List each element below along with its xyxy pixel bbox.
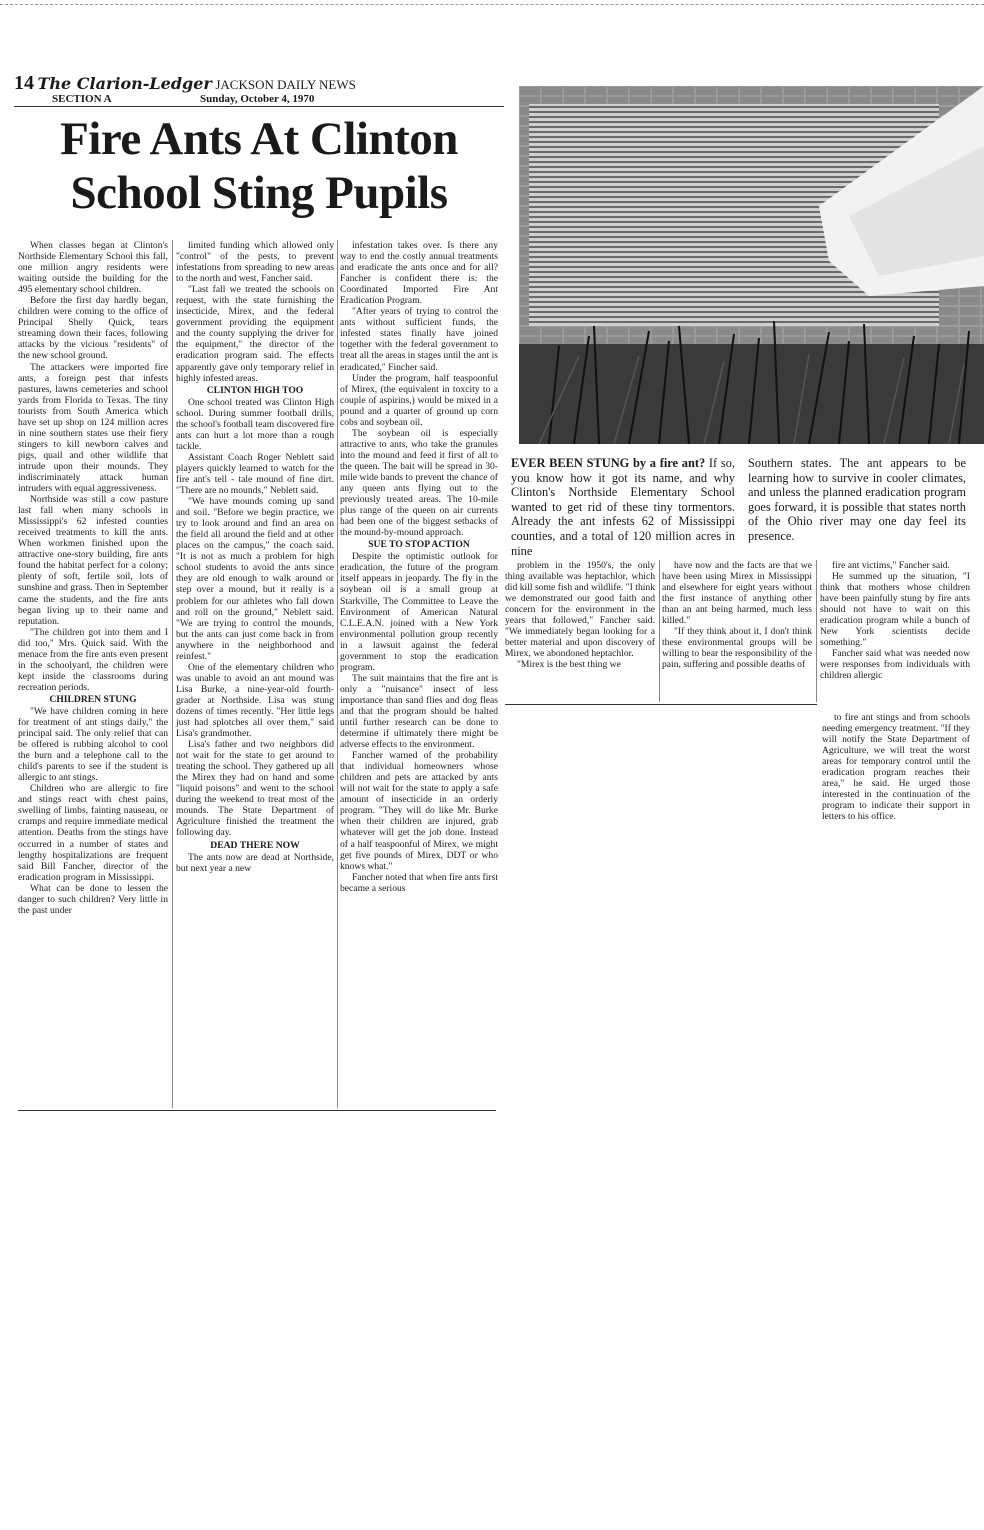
article-column-3	[340, 240, 498, 894]
page-top-edge	[0, 4, 984, 5]
caption-lead: EVER BEEN STUNG by a fire ant?	[511, 456, 706, 470]
paragraph: have now and the facts are that we have been using Mirex in Mississippi and elsewhere for eight years without the first instance of anything other than an ant being harmed, much less killed."	[662, 560, 812, 627]
headline-line-1: Fire Ants At Clinton	[60, 113, 458, 165]
subheading: SUE TO STOP ACTION	[368, 539, 470, 551]
paragraph: "Mirex is the best thing we	[517, 659, 621, 671]
daily-name: JACKSON DAILY NEWS	[215, 77, 356, 92]
article-column-4	[505, 560, 655, 670]
paragraph: limited funding which allowed only "control" of the pests, to prevent infestations from spreading to new areas to the north and west, Fancher said.	[176, 240, 334, 285]
paragraph: "After years of trying to control the ants without sufficient funds, the infested states finally have joined together with the federal government to treat all the areas in stages until the ant is eradicated," Fincher said.	[340, 306, 498, 373]
paragraph: fire ant victims," Fancher said.	[832, 560, 950, 571]
article-column-7	[822, 712, 970, 822]
paragraph: The soybean oil is especially attractive to ants, who take the granules into the mound and feed it first of all to the queen. The bait will be spread in 30-mile wide bands to prevent the chance of any queen ants flying out to the previously treated areas. The 10-mile plus range of the queen on air currents had been one of the biggest setbacks of the mound-by-mound approach.	[340, 427, 498, 539]
paragraph: Fancher noted that when fire ants first became a serious	[340, 871, 498, 894]
paragraph: He summed up the situation, "I think that mothers whose children have been painfully stung by fire ants should not have to wait on this eradication program while a bunch of New York scientists decide something."	[820, 571, 970, 649]
paragraph: "The children got into them and I did too," Mrs. Quick said. With the menace from the fire ants even present in the schoolyard, the children were kept inside the classrooms during recreation periods.	[18, 626, 168, 693]
masthead	[14, 72, 504, 105]
article-column-6	[820, 560, 970, 682]
paragraph: problem in the 1950's, the only thing available was heptachlor, which did kill some fish and wildlife. "I think we demonstrated our good faith and concern for the environment in the years that followed," Fancher said. "We immediately began looking for a better material and upon discovery of Mirex, we abondoned heptachlor.	[505, 560, 655, 660]
paragraph: One school treated was Clinton High school. During summer football drills, the school's football team discovered fire ants can hurt a lot more than a rough tackle.	[176, 396, 334, 452]
column-divider	[172, 240, 173, 1108]
column-divider	[337, 240, 338, 1108]
paragraph: "We have mounds coming up sand and soil. "Before we begin practice, we try to look around and find an area on the field all around the field and at other places on the campus," the coach said. "It is not as much a problem for high school students to avoid the ants since they are old enough to walk around or step over a mound, but it really is a problem for our athletes who fall down and roll on the ground," Neblett said. "We are trying to control the mounds, but the ants can just come back in from anywhere in the neighborhood and reinfest."	[176, 496, 334, 662]
paragraph: infestation takes over. Is there any way to end the costly annual treatments and eradicate the ants once and for all? Fancher is confident there is: the Coordinated Imported Fire Ant Eradication Program.	[340, 240, 498, 307]
paragraph: The suit maintains that the fire ant is only a "nuisance" insect of less importance than sand flies and dog fleas and that the program should be halted until further research can be done to determine if ultimately there might be adverse effects to the environment.	[340, 672, 498, 751]
photo-image	[519, 86, 984, 444]
paragraph: Lisa's father and two neighbors did not wait for the state to get around to treating the school. They gathered up all the Mirex they had on hand and some "liquid poisons" and went to the school during the weekend to treat most of the mounds. The State Department of Agriculture finished the treatment the following day.	[176, 739, 334, 839]
fire-ant-photo	[519, 86, 984, 444]
headline-line-2: School Sting Pupils	[70, 167, 448, 219]
photo-caption-left	[511, 456, 735, 558]
paragraph: Before the first day hardly began, children were coming to the office of Principal Shelly Quick, tears streaming down their faces, following attacks by the vicious "residents" of the new school ground.	[18, 295, 168, 362]
masthead-rule	[14, 106, 504, 107]
paragraph: Assistant Coach Roger Neblett said players quickly learned to watch for the fire ant's tell - tale mound of fine dirt. "There are no mounds," Neblett said.	[176, 451, 334, 497]
section-label: SECTION A	[52, 93, 112, 105]
paper-name: The Clarion-Ledger	[37, 74, 212, 93]
headline	[14, 112, 504, 220]
subheading: CLINTON HIGH TOO	[206, 384, 304, 396]
paragraph: "Last fall we treated the schools on request, with the state furnishing the insecticide, Mirex, and the federal government providing the equipment and the county supplying the driver for the equipment," the director of the eradication program said. The effects apparently gave only temporary relief in highly infested areas.	[176, 284, 334, 384]
jump-rule	[505, 704, 817, 705]
paragraph: What can be done to lessen the danger to such children? Very little in the past under	[18, 882, 168, 916]
subheading: DEAD THERE NOW	[210, 839, 300, 851]
caption-text: If so, you know how it got its name, and why Clinton's Northside Elementary School wanted to get rid of these tiny tormentors. Already the ant infests 62 of Mississippi counties, and a total of 120 million acres in nine	[511, 456, 735, 558]
paragraph: Despite the optimistic outlook for eradication, the future of the program itself appears in jeopardy. The fly in the soybean oil is a small group at Starkville, The Committee to Leave the Environment of American Natural C.L.E.A.N. joined with a New York environmental pollution group recently in a lawsuit against the federal government to stop the eradication program.	[340, 551, 498, 673]
article-column-2	[176, 240, 334, 874]
column-divider	[816, 560, 817, 702]
paragraph: to fire ant stings and from schools needing emergency treatment. "If they will notify the State Department of Agriculture, we will treat the worst areas for temporary control until the eradication program reaches their area," he said. He urged those interested in the continuation of the program to indicate their support in letters to his office.	[822, 712, 970, 823]
paragraph: Children who are allergic to fire and stings react with chest pains, swelling of limbs, fainting nauseau, or cramps and require immediate medical attention. Deaths from the stings have occurred in a number of states and lengthy hospitalizations are frequent said Bill Fancher, director of the eradication program in Mississippi.	[18, 783, 168, 883]
issue-date: Sunday, October 4, 1970	[200, 93, 315, 105]
paragraph: "If they think about it, I don't think these environmental groups will be willing to bear the responsibility of the pain, suffering and possible deaths of	[662, 626, 812, 671]
article-column-5	[662, 560, 812, 670]
photo-caption-right: Southern states. The ant appears to be learning how to survive in cooler climates, and unless the planned eradication program goes forward, it is possible that states north of the Ohio river may one day feel its presence.	[748, 456, 966, 543]
paragraph: One of the elementary children who was unable to avoid an ant mound was Lisa Burke, a nine-year-old fourth-grader at Northside. Lisa was stung dozens of times recently. "Her little legs just had splotches all over them," said Lisa's grandmother.	[176, 661, 334, 740]
paragraph: Fancher warned of the probability that individual homeowners whose children and pets are attacked by ants will not wait for the state to apply a safe amount of insecticide in an orderly program. "They will do like Mr. Burke when their children are injured, grab whatever will get the job done. Instead of a half teaspoonful of Mirex, we might get five pounds of Mirex, DDT or who knows what."	[340, 750, 498, 872]
subheading: CHILDREN STUNG	[49, 693, 137, 705]
page-number: 14	[14, 72, 34, 94]
paragraph: Under the program, half teaspoonful of Mirex, (the equivalent in toxcity to a couple of aspirins,) would be mixed in a pound and a quarter of ground up corn cobs and soybean oil.	[340, 372, 498, 428]
paragraph: The ants now are dead at Northside, but next year a new	[176, 851, 334, 874]
article-bottom-rule	[18, 1110, 496, 1111]
article-column-1	[18, 240, 168, 916]
paragraph: "We have children coming in here for treatment of ant stings daily," the principal said. The only relief that can be offered is rubbing alcohol to cool the burn and a telephone call to the child's parents to see if the student is allergic to ant stings.	[18, 705, 168, 784]
paragraph: Fancher said what was needed now were responses from individuals with children allergic	[820, 648, 970, 682]
paragraph: The attackers were imported fire ants, a foreign pest that infests pastures, lawns cemeteries and school yards from Florida to Texas. The tiny tourists from South America which have set up shop on 124 million acres in nine southern states use their fiery stingers to kill newborn calves and pigs, quail and other wildlife that intrude upon their mounds. They indiscriminately attack human intruders with equal aggressiveness.	[18, 361, 168, 495]
column-divider	[659, 560, 660, 702]
paragraph: Northside was still a cow pasture last fall when many schools in Mississippi's 62 infested counties received treatments to kill the ants. When workmen finished upon the attractive one-story building, fire ants found the habitat perfect for a colony; plenty of soft, fertile soil, lots of sunshine and grass. Then in September came the students, and the fire ants began living up to their name and reputation.	[18, 494, 168, 627]
paragraph: When classes began at Clinton's Northside Elementary School this fall, one million angry residents were waiting outside the building for the 495 elementary school children.	[18, 240, 168, 296]
